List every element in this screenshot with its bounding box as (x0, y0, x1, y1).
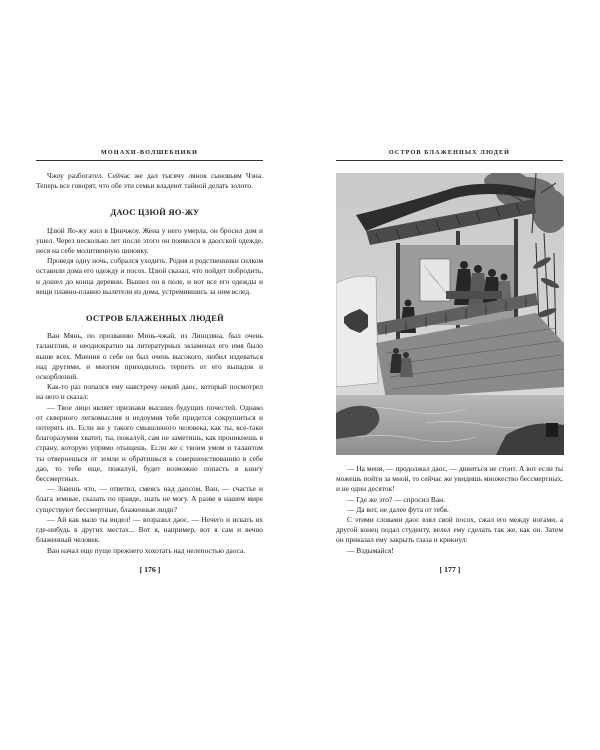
ink-painting-illustration (336, 173, 564, 455)
right-paragraph: — На меня, — продолжал даос, — дивиться не стоит. А вот если ты можешь пойти за мной, то сейчас же увидишь множество бессмертных, и не один десяток! (336, 464, 563, 494)
right-paragraph: С этими словами даос взял свой посох, сжал его между ногами, а другой конец подал студенту, велел ему сделать так же, как он. Затем он приказал ему закрыть глаза и крикнул: (336, 515, 563, 545)
left-text-block (36, 171, 263, 556)
section2-paragraph: Ван начал еще пуще прежнего хохотать над нелепостью даоса. (47, 545, 246, 555)
section2-paragraph: — Знаешь что, — ответил, смеясь над даосом, Ван, — счастье и блага земные, сказать по правде, знать не могу. А разве в нашем мире существуют бессмертные, блаженные люди? (36, 484, 263, 514)
section2-paragraph: — Твое лицо являет признаки высших будущих почестей. Однако от скверного легкомыслия и недоумия тебе придется сокрушиться и потерять их. Если же у такого смышленого человека, как ты, все-таки благоразумия хватит, ты, пожалуй, сам не заметишь, как проникнешь в страну, которую упрямо отыщешь. Если же с твоим умом и талантом ты отвернешься от земли и обратишься к совершенствованию в себе дао, то тебе еще, пожалуй, будет возможно попасть в книгу бессмертных. (36, 402, 263, 484)
right-paragraph: — Где же это? — спросил Ван. (347, 494, 445, 504)
header-rule-right (336, 160, 563, 161)
running-head-right: ОСТРОВ БЛАЖЕННЫХ ЛЮДЕЙ (388, 149, 511, 156)
section-title-2: ОСТРОВ БЛАЖЕННЫХ ЛЮДЕЙ (86, 314, 224, 324)
section2-paragraph: Как-то раз попался ему навстречу некий даос, который посмотрел на него и сказал: (36, 382, 263, 402)
right-text-block (336, 464, 563, 556)
right-paragraph: — Вздымайся! (347, 545, 394, 555)
intro-paragraph: Чжоу разбогател. Сейчас же дал тысячу лянов сыновьям Чэна. Теперь все говорят, что обе эти семьи владеют тайной делать золото. (36, 171, 263, 191)
section2-paragraph: — Ай как мало ты видел! — возразил даос. — Нечего и искать их где-нибудь в других местах... Вот я, например, вот я сам и вечно блаженный человек. (36, 514, 263, 545)
right-paragraph: — Да вот, не далее фута от тебя. (347, 504, 449, 514)
section2-paragraph: Ван Мянь, по прозванию Минь-чжай, из Линцзяна, был очень талантлив, и неоднократно на литературных экзаменах его имя было выше всех. Мнения о себе он был очень высокого, любил издеваться над другими, и многим приходилось терпеть от его выпадок и оскорблений. (36, 331, 263, 382)
artist-seal (546, 423, 558, 437)
pavilion-scene-image (336, 173, 564, 455)
section-title-1: ДАОС ЦЗЮЙ ЯО-ЖУ (110, 208, 200, 218)
page-number-left: [ 176 ] (139, 565, 161, 574)
section1-paragraph: Цзюй Яо-жу жил в Цинчжоу. Жена у него умерла, он бросил дом и ушел. Через несколько лет после этого он появился в даосской одежде, неся на себе молитвенную циновку. (36, 225, 263, 256)
page-number-right: [ 177 ] (439, 565, 461, 574)
running-head-left: МОНАХИ-ВОЛШЕБНИКИ (100, 149, 199, 156)
right-page (300, 0, 600, 750)
header-rule-left (36, 160, 263, 161)
section1-paragraph: Проведя одну ночь, собрался уходить. Родня и родственники силком оставили дома его одежду и посох. Цзюй сказал, что пойдет побродить, и дошел до конца деревни. Вышел он в поле, и вот все его одежды и вещи плавно-плавно вылетели из дома, устремившись за ним вслед. (36, 256, 263, 296)
